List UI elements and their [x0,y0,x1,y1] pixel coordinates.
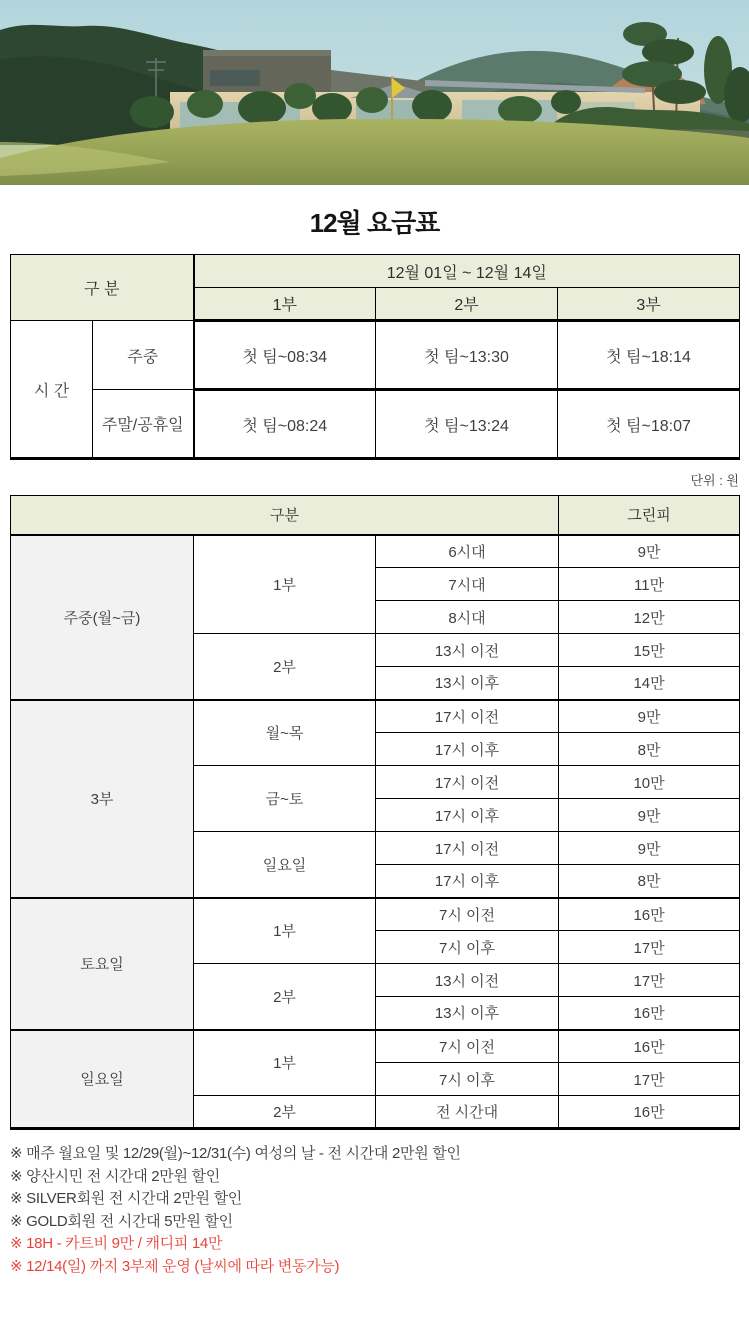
price-row [11,898,740,931]
price-section-label: 토요일 [11,898,194,1030]
schedule-header-part3: 3부 [558,288,740,321]
price-time-cell: 13시 이후 [376,667,559,700]
price-time-cell: 13시 이전 [376,634,559,667]
price-fee-cell: 15만 [559,634,740,667]
price-group-label: 1부 [194,1030,376,1096]
price-row [11,700,740,733]
schedule-header-group: 구 분 [11,255,194,321]
price-header-group: 구분 [11,496,559,535]
price-fee-cell: 17만 [559,1063,740,1096]
footnote-item: ※ 18H - 카트비 9만 / 캐디피 14만 [10,1235,223,1252]
price-time-cell: 13시 이후 [376,997,559,1030]
price-section-label: 3부 [11,700,194,898]
schedule-header-part2: 2부 [376,288,558,321]
price-fee-cell: 8만 [559,865,740,898]
price-time-cell: 13시 이전 [376,964,559,997]
price-section-label: 일요일 [11,1030,194,1129]
price-time-cell: 17시 이후 [376,865,559,898]
schedule-time-cell: 첫 팀~18:07 [558,390,740,459]
footnote-item: ※ GOLD회원 전 시간대 5만원 할인 [10,1212,233,1230]
price-fee-cell: 9만 [559,700,740,733]
page-title: 12월 요금표 [309,208,440,238]
price-table [10,495,740,1130]
price-time-cell: 전 시간대 [376,1096,559,1129]
price-fee-cell: 17만 [559,931,740,964]
golf-course-photo [0,0,749,185]
unit-note: 단위 : 원 [690,473,739,488]
schedule-time-cell: 첫 팀~18:14 [558,321,740,390]
price-header-fee: 그린피 [559,496,740,535]
price-group-label: 2부 [194,964,376,1030]
schedule-header-part1: 1부 [194,288,376,321]
footnote-item: ※ 12/14(일) 까지 3부제 운영 (날씨에 따라 변동가능) [10,1257,340,1275]
price-time-cell: 17시 이후 [376,733,559,766]
schedule-time-cell: 첫 팀~13:24 [376,390,558,459]
price-fee-cell: 12만 [559,601,740,634]
price-time-cell: 7시 이전 [376,1030,559,1063]
price-time-cell: 7시 이후 [376,931,559,964]
footnotes [10,1143,749,1278]
price-time-cell: 17시 이전 [376,832,559,865]
price-group-label: 월~목 [194,700,376,766]
price-fee-cell: 16만 [559,1096,740,1129]
price-time-cell: 17시 이전 [376,700,559,733]
price-group-label: 2부 [194,1096,376,1129]
schedule-time-cell: 첫 팀~08:34 [194,321,376,390]
price-time-cell: 8시대 [376,601,559,634]
price-fee-cell: 8만 [559,733,740,766]
price-fee-cell: 16만 [559,997,740,1030]
price-time-cell: 17시 이후 [376,799,559,832]
price-fee-cell: 16만 [559,898,740,931]
price-fee-cell: 14만 [559,667,740,700]
price-fee-cell: 17만 [559,964,740,997]
price-table-body [11,535,740,1129]
schedule-time-cell: 첫 팀~08:24 [194,390,376,459]
price-time-cell: 7시 이후 [376,1063,559,1096]
schedule-time-cell: 첫 팀~13:30 [376,321,558,390]
price-time-cell: 7시대 [376,568,559,601]
schedule-row-label: 시 간 [11,321,93,459]
price-group-label: 1부 [194,535,376,634]
footnote-item: ※ 양산시민 전 시간대 2만원 할인 [10,1167,220,1185]
footnote-item: ※ 매주 월요일 및 12/29(월)~12/31(수) 여성의 날 - 전 시간대 2만원 할인 [10,1145,461,1162]
price-fee-cell: 9만 [559,832,740,865]
price-fee-cell: 10만 [559,766,740,799]
price-time-cell: 17시 이전 [376,766,559,799]
price-time-cell: 6시대 [376,535,559,568]
price-group-label: 1부 [194,898,376,964]
schedule-header-period: 12월 01일 ~ 12월 14일 [194,255,740,288]
schedule-table [10,254,740,460]
price-group-label: 2부 [194,634,376,700]
schedule-weekday-label: 주중 [93,321,194,390]
price-time-cell: 7시 이전 [376,898,559,931]
price-row [11,535,740,568]
price-fee-cell: 11만 [559,568,740,601]
price-row [11,1030,740,1063]
footnote-item: ※ SILVER회원 전 시간대 2만원 할인 [10,1190,242,1207]
price-fee-cell: 9만 [559,799,740,832]
price-group-label: 일요일 [194,832,376,898]
price-fee-cell: 9만 [559,535,740,568]
price-fee-cell: 16만 [559,1030,740,1063]
price-section-label: 주중(월~금) [11,535,194,700]
price-group-label: 금~토 [194,766,376,832]
schedule-weekend-label: 주말/공휴일 [93,390,194,459]
